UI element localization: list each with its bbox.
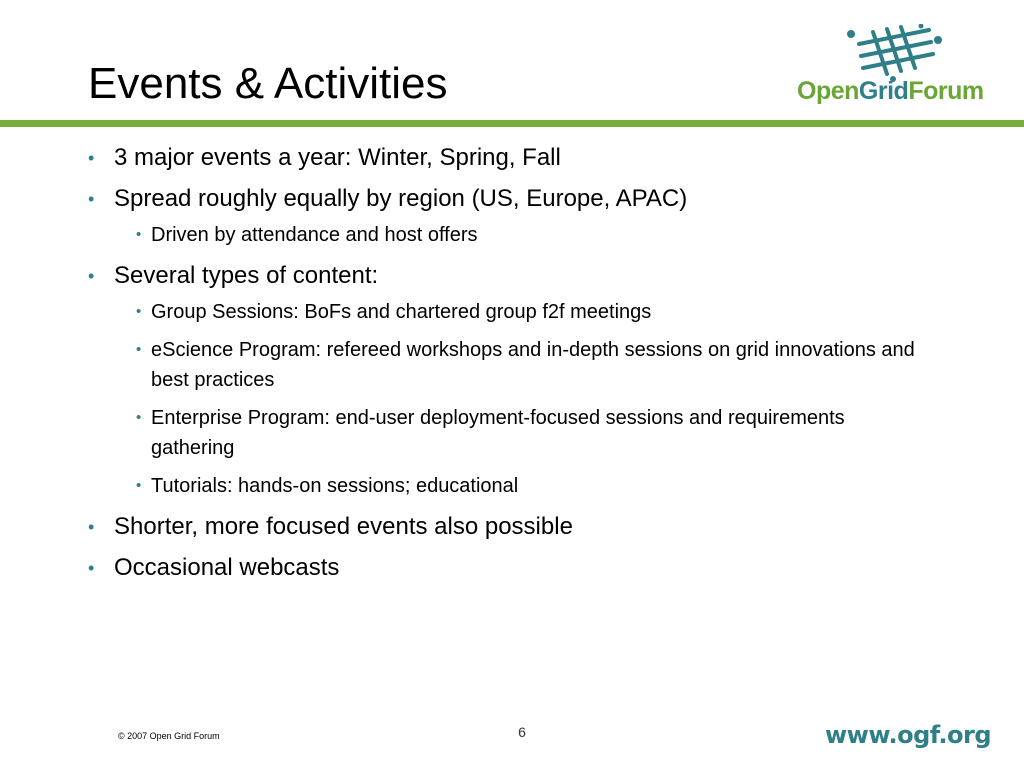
bullet-item (88, 553, 918, 583)
website-url: www.ogf.org (825, 721, 992, 749)
sub-bullet-item: • Tutorials: hands-on sessions; educational (114, 471, 918, 501)
page-number: 6 (518, 724, 526, 740)
sub-bullet-list (114, 220, 918, 250)
bullet-item (88, 143, 918, 173)
header-divider (0, 120, 1024, 127)
sub-bullet-item: • Enterprise Program: end-user deployment-focused sessions and requirements gathering (114, 403, 918, 463)
bullet-text: Several types of content: (114, 262, 379, 289)
sub-bullet-item: • Group Sessions: BoFs and chartered group f2f meetings (114, 297, 918, 327)
bullet-item (88, 261, 918, 501)
bullet-text: Spread roughly equally by region (US, Europe, APAC) (114, 185, 688, 212)
sub-bullet-item: • eScience Program: refereed workshops and in-depth sessions on grid innovations and best practices (114, 335, 918, 395)
slide-title: Events & Activities (88, 59, 448, 108)
logo-wordmark (797, 76, 984, 106)
sub-bullet-list (114, 297, 918, 501)
logo-word-open: Open (797, 77, 859, 105)
bullet-text: Shorter, more focused events also possible (114, 513, 573, 540)
bullet-text: 3 major events a year: Winter, Spring, Fall (114, 144, 561, 171)
open-grid-forum-logo (795, 24, 985, 108)
copyright-notice: © 2007 Open Grid Forum (118, 731, 220, 741)
grid-mesh-icon (843, 24, 943, 82)
bullet-item (88, 512, 918, 542)
logo-word-grid: Grid (858, 77, 909, 105)
logo-word-forum: Forum (908, 77, 984, 105)
bullet-text: Occasional webcasts (114, 554, 340, 581)
sub-bullet-item: • Driven by attendance and host offers (114, 220, 918, 250)
bullet-item (88, 184, 918, 250)
bullet-list (88, 143, 918, 594)
